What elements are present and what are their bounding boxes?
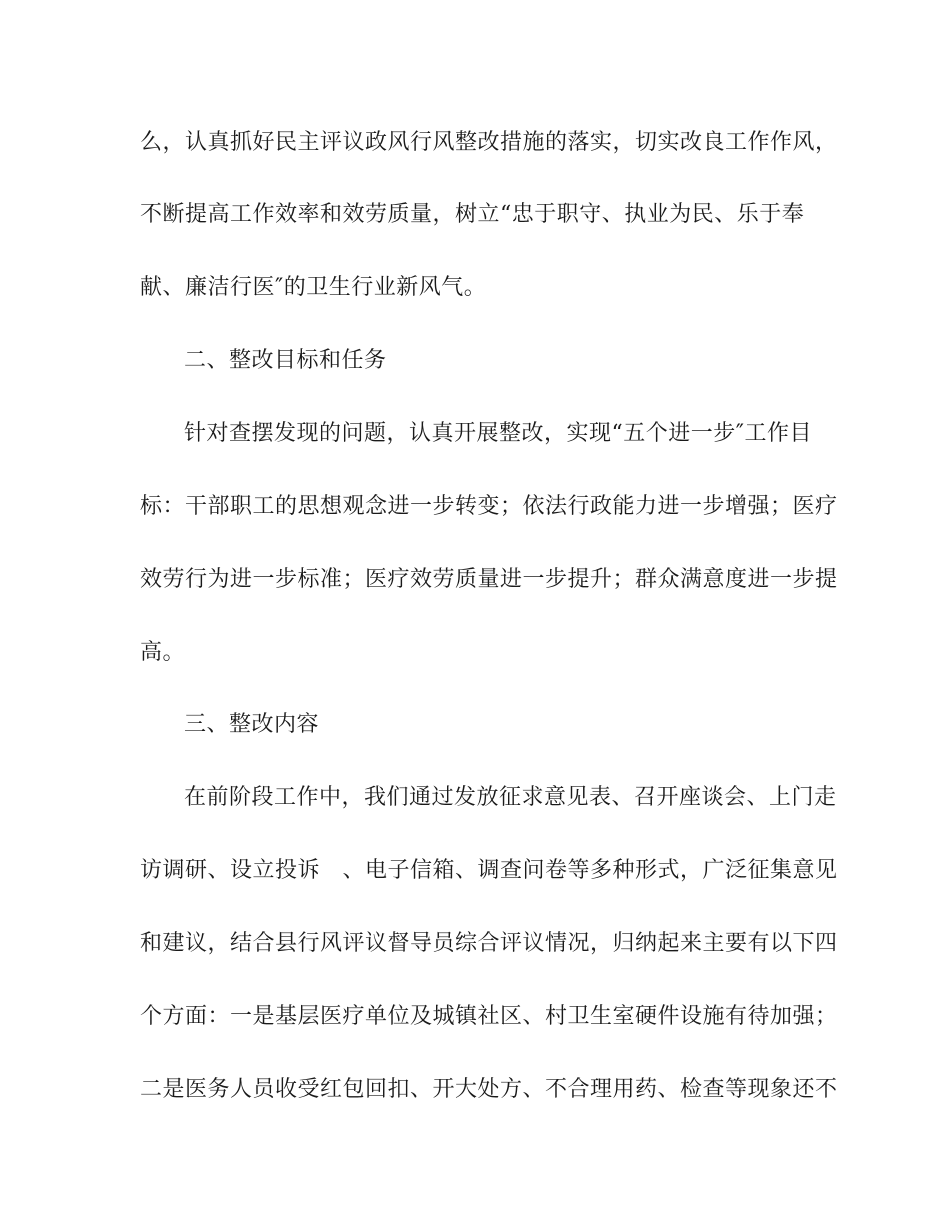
paragraph-line: 不断提高工作效率和效劳质量，树立“忠于职守、执业为民、乐于奉: [140, 202, 805, 227]
paragraph-line: 二是医务人员收受红包回扣、开大处方、不合理用药、检查等现象还不: [140, 1077, 838, 1102]
section-heading: 三、整改内容: [184, 712, 320, 737]
paragraph-line: 高。: [140, 640, 186, 665]
paragraph-line: 个方面：一是基层医疗单位及城镇社区、村卫生室硬件设施有待加强；: [140, 1004, 838, 1029]
paragraph-line: 献、廉洁行医″的卫生行业新风气。: [140, 275, 487, 300]
paragraph-line: 么，认真抓好民主评议政风行风整改措施的落实，切实改良工作作风，: [140, 130, 838, 155]
paragraph-line: 在前阶段工作中，我们通过发放征求意见表、召开座谈会、上门走: [184, 785, 837, 810]
paragraph-line: 访调研、设立投诉 、电子信箱、调查问卷等多种形式，广泛征集意见: [140, 858, 838, 883]
paragraph-line: 和建议，结合县行风评议督导员综合评议情况，归纳起来主要有以下四: [140, 931, 838, 956]
section-heading: 二、整改目标和任务: [184, 348, 387, 373]
paragraph-line: 效劳行为进一步标准；医疗效劳质量进一步提升；群众满意度进一步提: [140, 567, 838, 592]
paragraph-line: 针对查摆发现的问题，认真开展整改，实现“五个进一步″工作目: [184, 421, 812, 446]
paragraph-line: 标：干部职工的思想观念进一步转变；依法行政能力进一步增强；医疗: [140, 494, 838, 519]
